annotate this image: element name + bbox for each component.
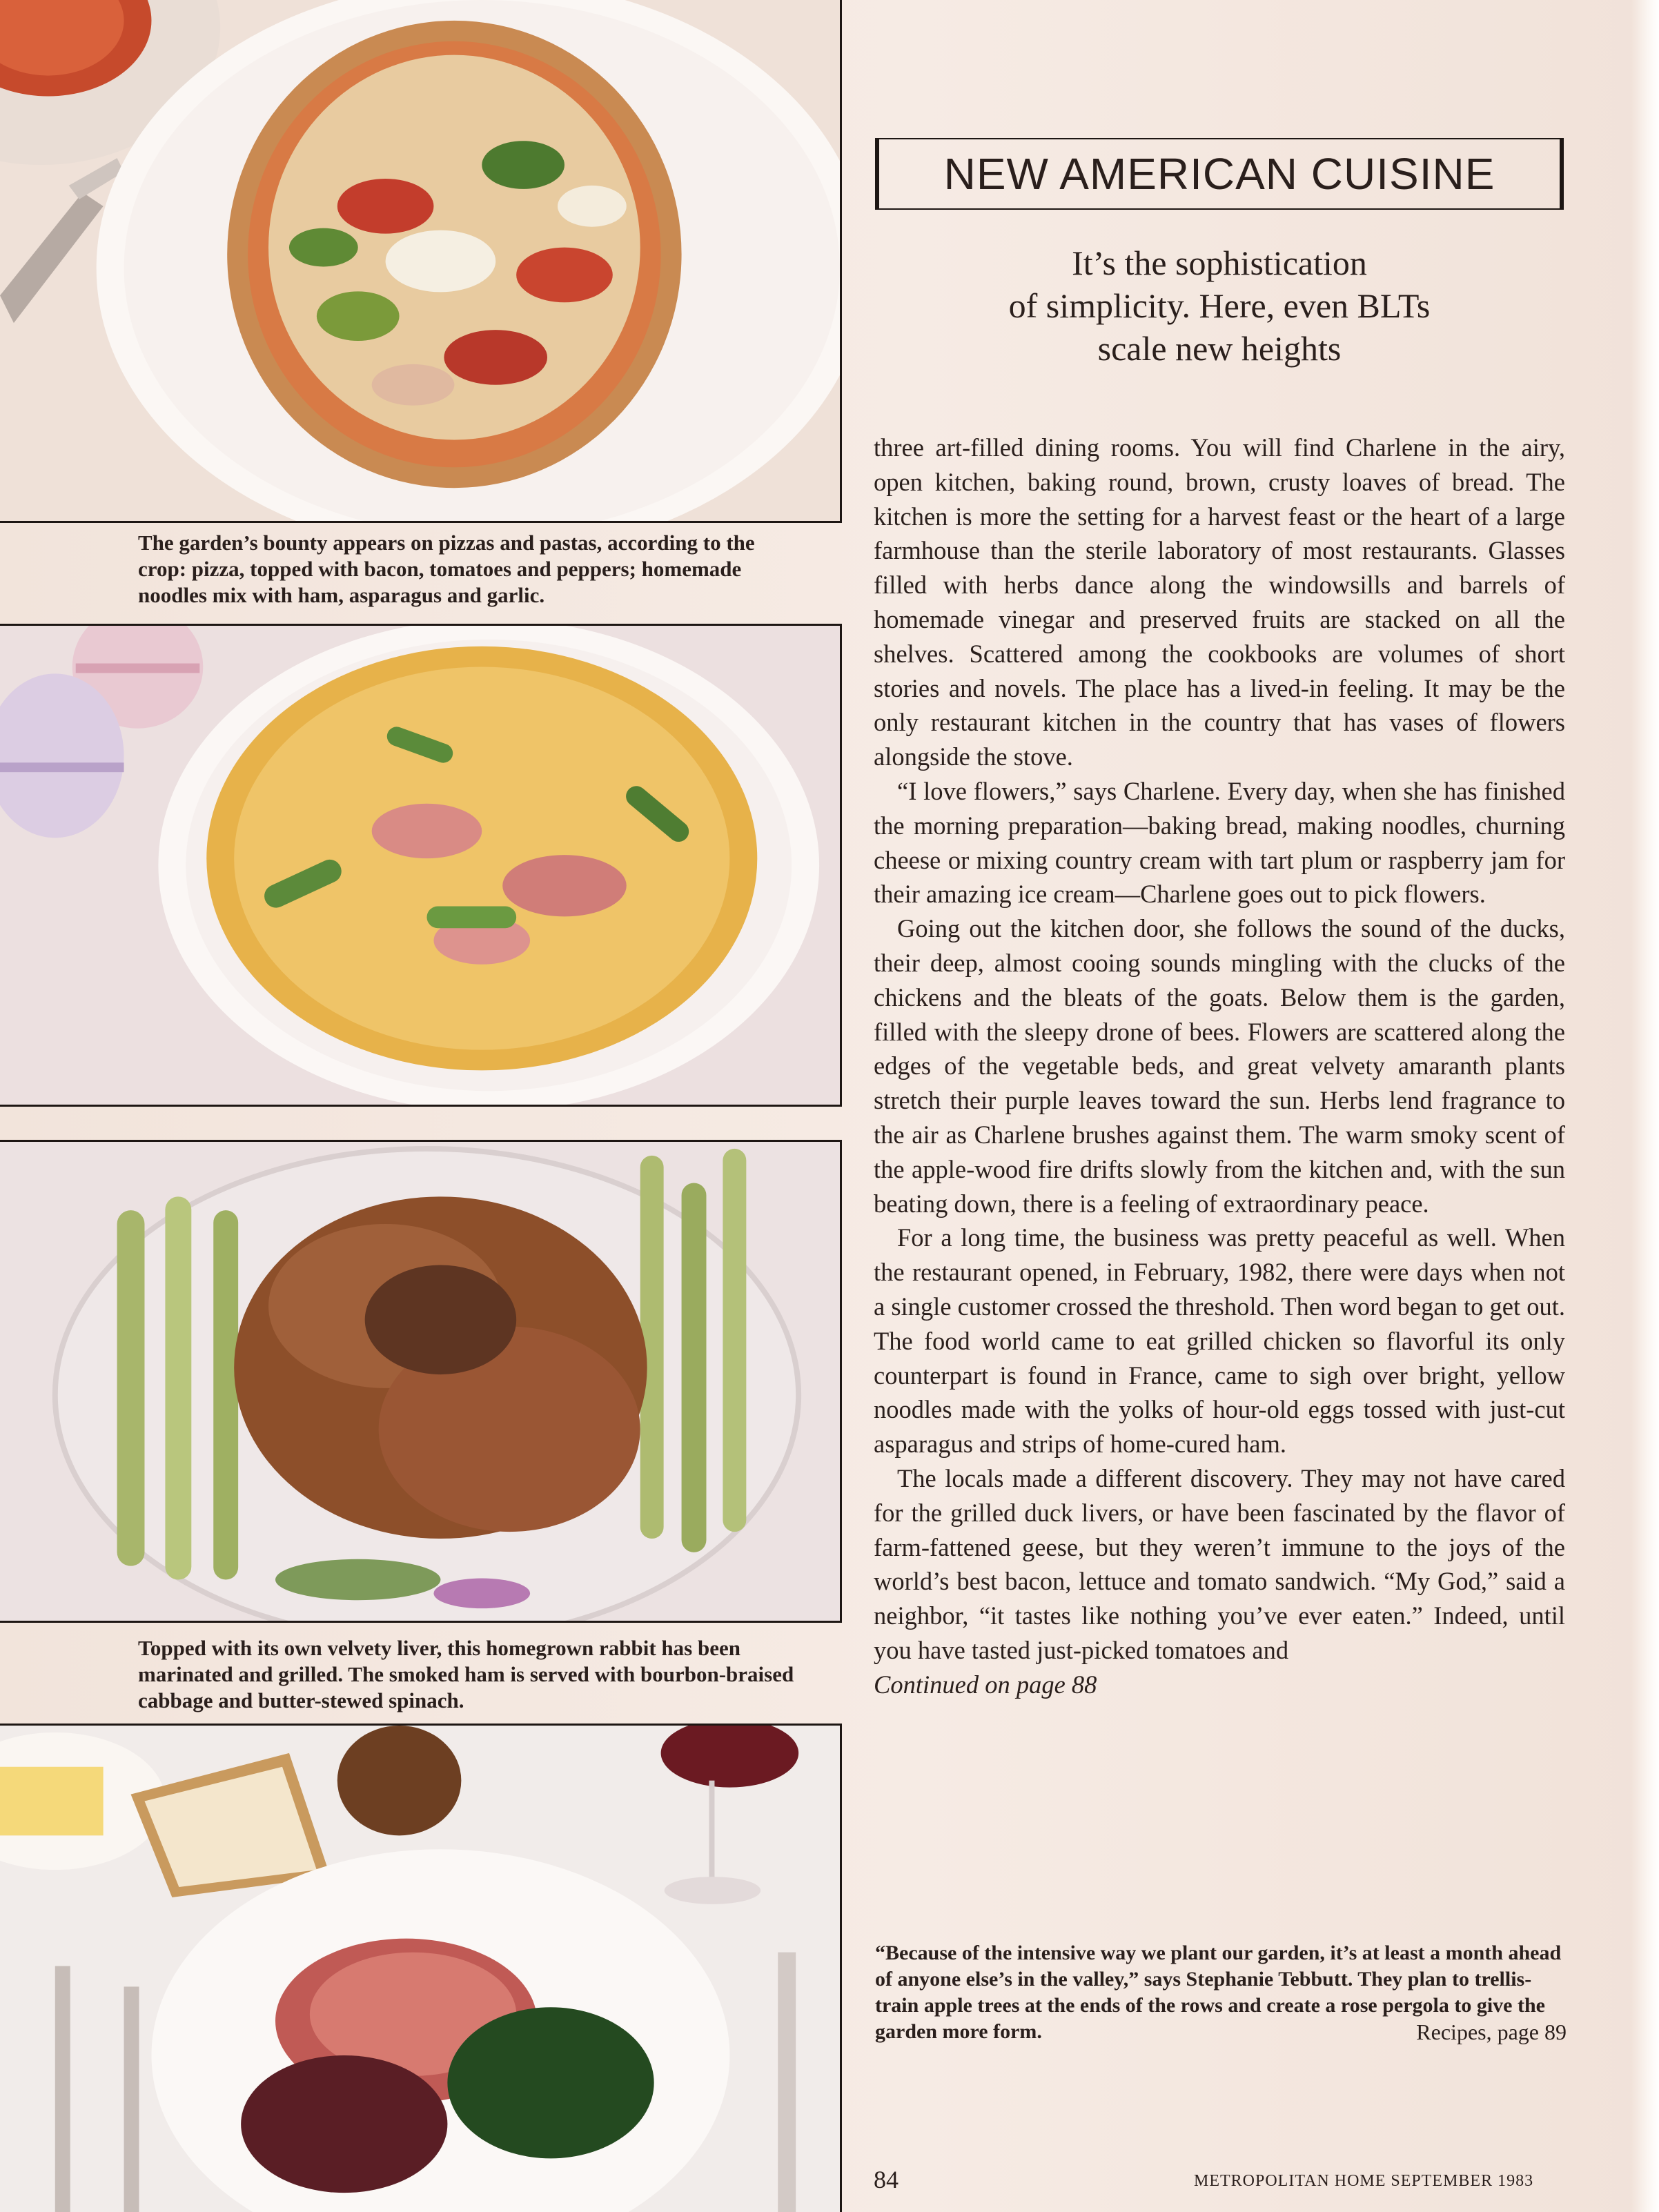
article-paragraph: The locals made a different discovery. They may not have cared for the grilled duck livers, or have been fascinated by the flavor of farm-fattened geese, but they weren’t immune to the joys of the world’s best bacon, lettuce and tomato sandwich. “My God,” said a neighbor, “it tastes like nothing you’ve ever eaten.” Indeed, until you have tasted just-picked tomatoes and xyxy=(874,1463,1565,1664)
smoked-ham-photo xyxy=(0,1724,842,2212)
pullquote xyxy=(875,1940,1567,2045)
article-paragraph: “I love flowers,” says Charlene. Every day, when she has finished the morning preparation—baking bread, making noodles, churning cheese or mixing country cream with tart plum or raspberry jam for their amazing ice cream—Charlene goes out to pick flowers. xyxy=(874,776,1565,909)
article-deck xyxy=(875,241,1564,370)
photo-caption: Topped with its own velvety liver, this homegrown rabbit has been marinated and grilled. The smoked ham is served with bourbon-braised cabbage and butter-stewed spinach. xyxy=(138,1636,794,1712)
deck-line: scale new heights xyxy=(1097,329,1342,368)
photo-caption: The garden’s bounty appears on pizzas and pastas, according to the crop: pizza, topped with bacon, tomatoes and peppers; homemade noodles mix with ham, asparagus and garlic. xyxy=(138,531,755,607)
page-number: 84 xyxy=(874,2166,899,2193)
pizza-photo xyxy=(0,0,842,523)
magazine-footer: METROPOLITAN HOME SEPTEMBER 1983 xyxy=(1194,2172,1534,2190)
pasta-photo xyxy=(0,624,842,1107)
article-body xyxy=(874,431,1565,1701)
section-header xyxy=(875,138,1564,210)
article-paragraph: Going out the kitchen door, she follows the sound of the ducks, their deep, almost cooing sounds mingling with the clucks of the chickens and the bleats of the goats. Below them is the garden, filled with the sleepy drone of bees. Flowers are scattered along the edges of the vegetable beds, and great velvety amaranth plants stretch their purple leaves toward the sun. Herbs lend fragrance to the air as Charlene brushes against them. The warm smoky scent of the apple-wood fire drifts slowly from the kitchen and, with the sun beating down, there is a feeling of extraordinary peace. xyxy=(874,914,1565,1218)
recipes-reference: Recipes, page 89 xyxy=(1416,2020,1567,2044)
article-paragraph: For a long time, the business was pretty peaceful as well. When the restaurant opened, in February, 1982, there were days when not a single customer crossed the threshold. Then word began to get out. The food world came to eat grilled chicken so flavorful its only counterpart is found in France, came to sigh over bright, yellow noodles made with the yolks of hour-old eggs tossed with just-cut asparagus and strips of home-cured ham. xyxy=(874,1223,1565,1459)
continued-link: Continued on page 88 xyxy=(874,1670,1097,1699)
torn-page-edge xyxy=(1631,0,1659,2212)
grilled-rabbit-photo xyxy=(0,1140,842,1623)
section-title: NEW AMERICAN CUISINE xyxy=(943,149,1495,199)
article-paragraph: three art-filled dining rooms. You will find Charlene in the airy, open kitchen, baking round, brown, crusty loaves of bread. The kitchen is more the setting for a harvest feast or the heart of a large farmhouse than the sterile laboratory of most restaurants. Glasses filled with herbs dance along the windowsills and barrels of homemade vinegar and preserved fruits are stacked on all the shelves. Scattered among the cookbooks are volumes of short stories and novels. The place has a lived-in feeling. It may be the only restaurant kitchen in the country that has vases of flowers alongside the stove. xyxy=(874,433,1565,771)
pullquote-text: “Because of the intensive way we plant our garden, it’s at least a month ahead of anyone else’s in the valley,” says Stephanie Tebbutt. They plan to trellis-train apple trees at the ends of the rows and create a rose pergola to give the garden more form. xyxy=(875,1942,1562,2043)
deck-line: of simplicity. Here, even BLTs xyxy=(1008,286,1431,325)
deck-line: It’s the sophistication xyxy=(1072,244,1367,282)
